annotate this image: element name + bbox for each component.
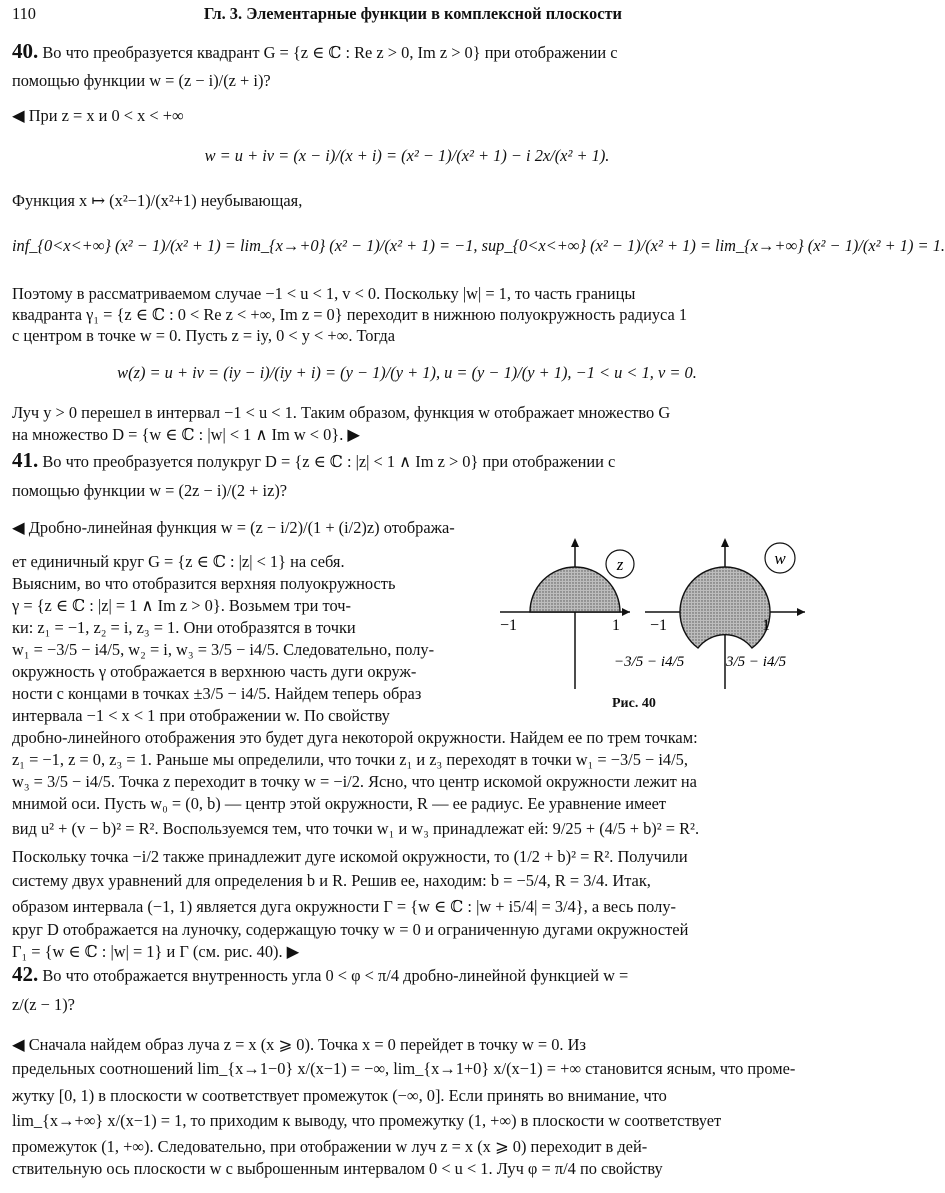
- text-line: жутку [0, 1) в плоскости w соответствует промежуток (−∞, 0]. Если принять во внимание, что: [12, 1086, 667, 1105]
- text-line: ◀ При z = x и 0 < x < +∞: [12, 106, 184, 125]
- text-line: квадранта γ₁ = {z ∈ ℂ : 0 < Re z < +∞, Im z = 0} переходит в нижнюю полуокружность радиуса 1: [12, 305, 688, 324]
- text-line: Во что преобразуется полукруг D = {z ∈ ℂ : |z| < 1 ∧ Im z > 0} при отображении с: [42, 452, 616, 471]
- figure-40-drawing: [500, 534, 810, 694]
- text-line: окружность γ отображается в верхнюю часть дуги окруж-: [12, 662, 417, 681]
- text-line: ности с концами в точках ±3/5 − i4/5. Найдем теперь образ: [12, 684, 422, 703]
- z-imag-axis-arrow-icon: [571, 538, 579, 547]
- text-line: круг D отображается на луночку, содержащую точку w = 0 и ограниченную дугами окружностей: [12, 920, 689, 939]
- text-line: Во что отображается внутренность угла 0 < φ < π/4 дробно-линейной функцией w =: [42, 966, 629, 985]
- text-line: Поскольку точка −i/2 также принадлежит дуге искомой окружности, то (1/2 + b)² = R². Получили: [12, 847, 688, 866]
- problem-40-number: 40.: [12, 39, 39, 63]
- text-line: Во что преобразуется квадрант G = {z ∈ ℂ : Re z > 0, Im z > 0} при отображении с: [42, 43, 618, 62]
- text-line: Γ₁ = {w ∈ ℂ : |w| = 1} и Γ (см. рис. 40). ▶: [12, 942, 300, 961]
- text-line: lim_{x→+∞} x/(x−1) = 1, то приходим к выводу, что промежутку (1, +∞) в плоскости w соответствует: [12, 1111, 722, 1130]
- text-line: ◀ Сначала найдем образ луча z = x (x ⩾ 0). Точка x = 0 перейдет в точку w = 0. Из: [12, 1035, 586, 1054]
- w-right-point-label: 3/5 − i4/5: [726, 654, 787, 670]
- text-line: Выясним, во что отобразится верхняя полуокружность: [12, 574, 396, 593]
- w-left-tick: −1: [650, 617, 668, 634]
- problem-40-line-1: [12, 40, 802, 64]
- formula-line: inf_{0<x<+∞} (x² − 1)/(x² + 1) = lim_{x→+0} (x² − 1)/(x² + 1) = −1, sup_{0<x<+∞} (x² − 1)/(x² + 1) = lim_{x→+∞} (x² − 1)/(x² + 1) = 1.: [12, 236, 945, 255]
- text-line: мнимой оси. Пусть w₀ = (0, b) — центр этой окружности, R — ее радиус. Ее уравнение имеет: [12, 794, 667, 813]
- figure-caption: Рис. 40: [612, 696, 656, 711]
- text-line: Функция x ↦ (x²−1)/(x²+1) неубывающая,: [12, 191, 303, 210]
- z-upper-half-disk: [530, 567, 620, 612]
- text-line: интервала −1 < x < 1 при отображении w. По свойству: [12, 706, 390, 725]
- text-line: на множество D = {w ∈ ℂ : |w| < 1 ∧ Im w < 0}. ▶: [12, 425, 360, 444]
- problem-41-number: 41.: [12, 448, 39, 472]
- chapter-title: Гл. 3. Элементарные функции в комплексной плоскости: [203, 4, 622, 23]
- text-line: промежуток (1, +∞). Следовательно, при отображении w луч z = x (x ⩾ 0) переходит в дей-: [12, 1137, 648, 1156]
- z-real-axis-arrow-icon: [622, 608, 630, 616]
- text-line: γ = {z ∈ ℂ : |z| = 1 ∧ Im z > 0}. Возьмем три точ-: [12, 596, 351, 615]
- text-line: ки: z₁ = −1, z₂ = i, z₃ = 1. Они отобразятся в точки: [12, 618, 356, 637]
- text-line: помощью функции w = (z − i)/(z + i)?: [12, 71, 271, 90]
- text-line: Луч y > 0 перешел в интервал −1 < u < 1. Таким образом, функция w отображает множество G: [12, 403, 671, 422]
- page-header: [12, 4, 802, 24]
- w-left-point-label: −3/5 − i4/5: [614, 654, 685, 670]
- formula-line: w(z) = u + iv = (iy − i)/(iy + i) = (y − 1)/(y + 1), u = (y − 1)/(y + 1), −1 < u < 1, v = 0.: [117, 363, 697, 382]
- text-line: предельных соотношений lim_{x→1−0} x/(x−1) = −∞, lim_{x→1+0} x/(x−1) = +∞ становится ясным, что проме-: [12, 1059, 796, 1078]
- text-line: помощью функции w = (2z − i)/(2 + iz)?: [12, 481, 288, 500]
- text-line: вид u² + (v − b)² = R². Воспользуемся тем, что точки w₁ и w₃ принадлежат ей: 9/25 + (4/5 + b)² = R².: [12, 819, 700, 838]
- page-number: 110: [12, 4, 36, 23]
- text-line: ет единичный круг G = {z ∈ ℂ : |z| < 1} на себя.: [12, 552, 345, 571]
- text-line: ◀ Дробно-линейная функция w = (z − i/2)/(1 + (i/2)z) отобража-: [12, 518, 455, 537]
- text-line: дробно-линейного отображения это будет дуга некоторой окружности. Найдем ее по трем точкам:: [12, 728, 698, 747]
- problem-42-number: 42.: [12, 962, 39, 986]
- z-left-tick: −1: [500, 617, 518, 634]
- z-label: z: [616, 555, 624, 574]
- text-line: Поэтому в рассматриваемом случае −1 < u < 1, v < 0. Поскольку |w| = 1, то часть границы: [12, 284, 636, 303]
- w-label: w: [774, 549, 786, 568]
- text-line: w₁ = −3/5 − i4/5, w₂ = i, w₃ = 3/5 − i4/5. Следовательно, полу-: [12, 640, 435, 659]
- w-right-tick: 1: [762, 617, 770, 634]
- text-line: z₁ = −1, z = 0, z₃ = 1. Раньше мы определили, что точки z₁ и z₃ переходят в точки w₁ = −3/5 − i4/5,: [12, 750, 688, 769]
- problem-41-line-1: [12, 449, 802, 473]
- text-line: образом интервала (−1, 1) является дуга окружности Γ = {w ∈ ℂ : |w + i5/4| = 3/4}, а весь полу-: [12, 897, 676, 916]
- text-line: z/(z − 1)?: [12, 995, 75, 1014]
- problem-42-line-1: [12, 963, 802, 987]
- z-right-tick: 1: [612, 617, 620, 634]
- text-line: с центром в точке w = 0. Пусть z = iy, 0 < y < +∞. Тогда: [12, 326, 396, 345]
- text-line: w₃ = 3/5 − i4/5. Точка z переходит в точку w = −i/2. Ясно, что центр искомой окружности лежит на: [12, 772, 697, 791]
- formula-line: w = u + iv = (x − i)/(x + i) = (x² − 1)/(x² + 1) − i 2x/(x² + 1).: [204, 146, 610, 165]
- text-line: систему двух уравнений для определения b и R. Решив ее, находим: b = −5/4, R = 3/4. Итак,: [12, 871, 651, 890]
- w-plane: [614, 538, 805, 689]
- w-imag-axis-arrow-icon: [721, 538, 729, 547]
- text-line: ствительную ось плоскости w с выброшенным интервалом 0 < u < 1. Луч φ = π/4 по свойству: [12, 1159, 663, 1178]
- w-real-axis-arrow-icon: [797, 608, 805, 616]
